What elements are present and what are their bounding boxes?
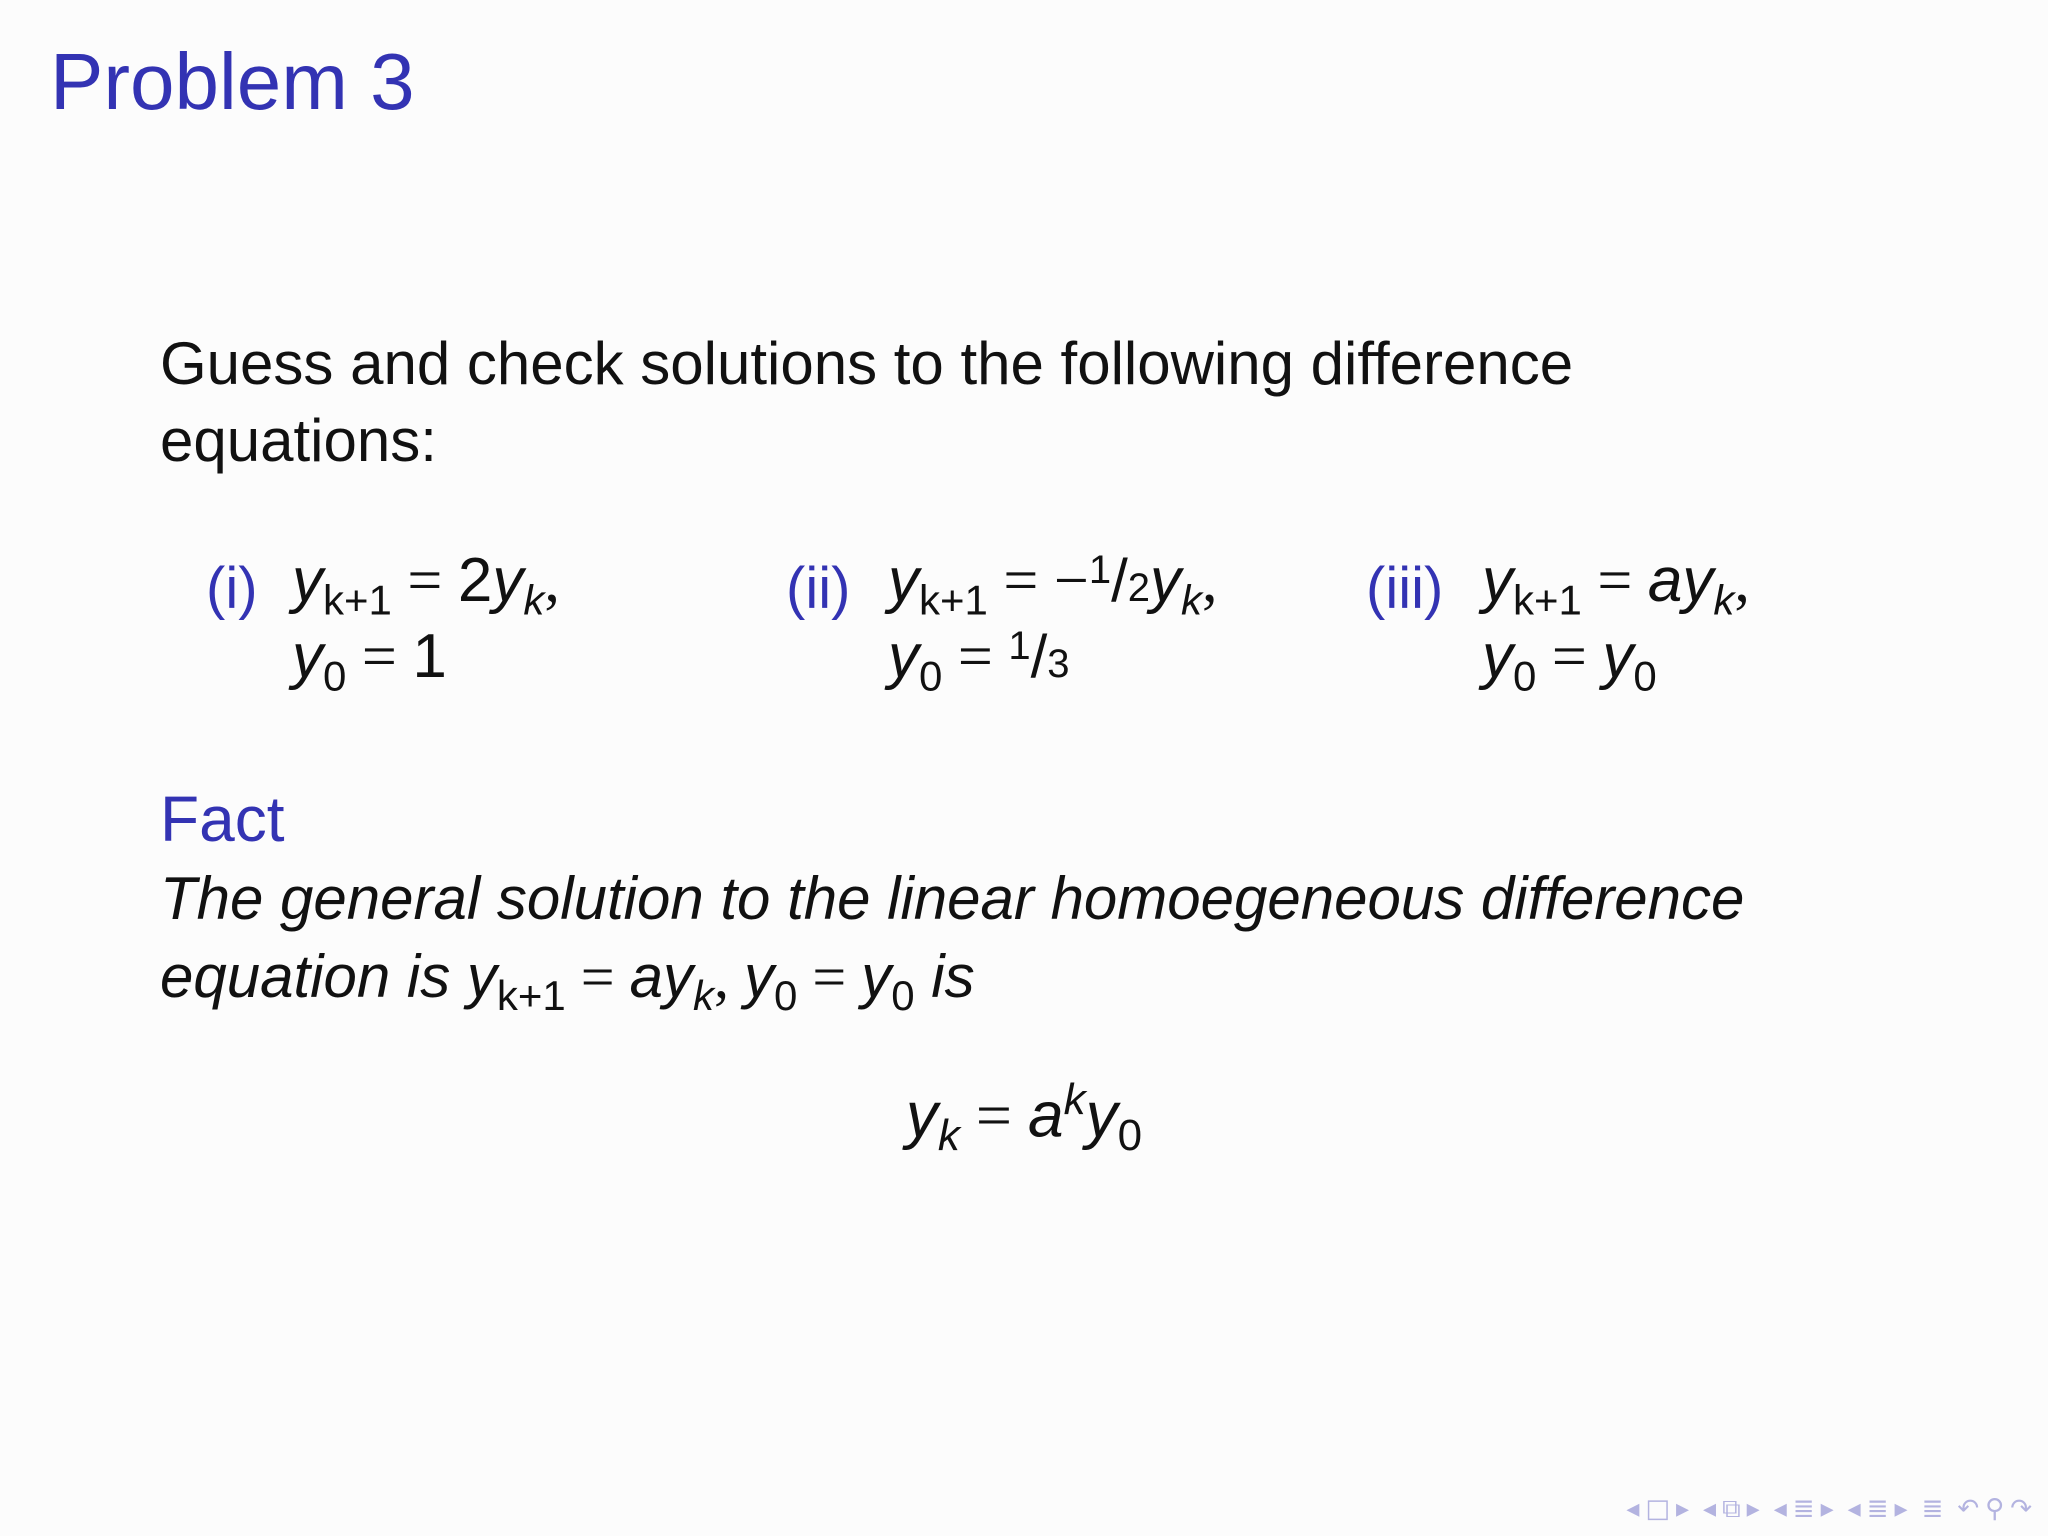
search-nav (1957, 1496, 2032, 1522)
general-solution-equation: $y_k = a^ky_0$ (905, 1075, 1143, 1161)
search-icon[interactable]: ⚲ (1985, 1494, 2005, 1524)
section-icon[interactable]: ≣ (1792, 1494, 1815, 1524)
subsection-icon[interactable]: ⧉ (1722, 1494, 1741, 1524)
coefficient: a (1647, 546, 1683, 615)
initial-value: 1 (412, 622, 447, 691)
frame-nav (1626, 1496, 1689, 1522)
intro-text: Guess and check solutions to the following difference equations: (160, 330, 1574, 474)
recurrence-equation: $y_{k+1} = ay_k$, (1482, 546, 1750, 624)
next-part-arrow-icon[interactable]: ▸ (1894, 1494, 1908, 1524)
back-icon[interactable]: ↶ (1957, 1494, 1980, 1524)
prev-part-arrow-icon[interactable]: ◂ (1847, 1494, 1861, 1524)
slide-title: Problem 3 (50, 37, 415, 126)
fact-text: The general solution to the linear homoegeneous difference equation is (160, 865, 1745, 1010)
coefficient: 2 (457, 546, 493, 615)
beamer-navigation-bar (1626, 1496, 2032, 1522)
part-icon[interactable]: ≣ (1866, 1494, 1889, 1524)
fact-heading: Fact (160, 783, 285, 855)
outline-icon[interactable]: ≣ (1921, 1494, 1944, 1524)
problem-list (0, 545, 2048, 725)
outline-nav (1922, 1496, 1944, 1522)
problem-label: (iii) (1366, 556, 1444, 621)
coefficient-fraction: $^1$/2 (1088, 547, 1150, 614)
fact-text-end: is (931, 943, 975, 1010)
prev-frame-arrow-icon[interactable]: ◂ (1626, 1494, 1640, 1524)
recurrence-equation: $y_{k+1} = 2y_k$, (292, 546, 560, 624)
next-subsection-arrow-icon[interactable]: ▸ (1746, 1494, 1760, 1524)
frame-icon[interactable]: □ (1645, 1494, 1670, 1524)
problem-label: (i) (206, 556, 258, 621)
problem-label: (ii) (786, 556, 851, 621)
forward-icon[interactable]: ↷ (2010, 1494, 2032, 1524)
recurrence-equation: $y_{k+1} = -^1/2y_k$, (888, 546, 1218, 624)
subsection-nav (1703, 1496, 1760, 1522)
initial-condition: $y_0 = 1$ (292, 622, 447, 700)
initial-value: y (1602, 622, 1634, 691)
prev-section-arrow-icon[interactable]: ◂ (1773, 1494, 1787, 1524)
initial-condition: $y_0 = y_0$ (1482, 622, 1657, 700)
initial-value-fraction: $^1$/3 (1008, 623, 1070, 690)
initial-condition: $y_0 = ^1/3$ (888, 622, 1070, 700)
next-section-arrow-icon[interactable]: ▸ (1820, 1494, 1834, 1524)
fact-equation: $y_{k+1} = ay_k$, $y_0 = y_0$ (466, 943, 915, 1019)
problem-iii (1366, 545, 1826, 725)
part-nav (1848, 1496, 1908, 1522)
fact-body (160, 860, 1860, 1035)
section-nav (1774, 1496, 1834, 1522)
next-frame-arrow-icon[interactable]: ▸ (1675, 1494, 1690, 1524)
prev-subsection-arrow-icon[interactable]: ◂ (1703, 1494, 1717, 1524)
problem-ii (786, 545, 1306, 725)
problem-i (206, 545, 666, 725)
